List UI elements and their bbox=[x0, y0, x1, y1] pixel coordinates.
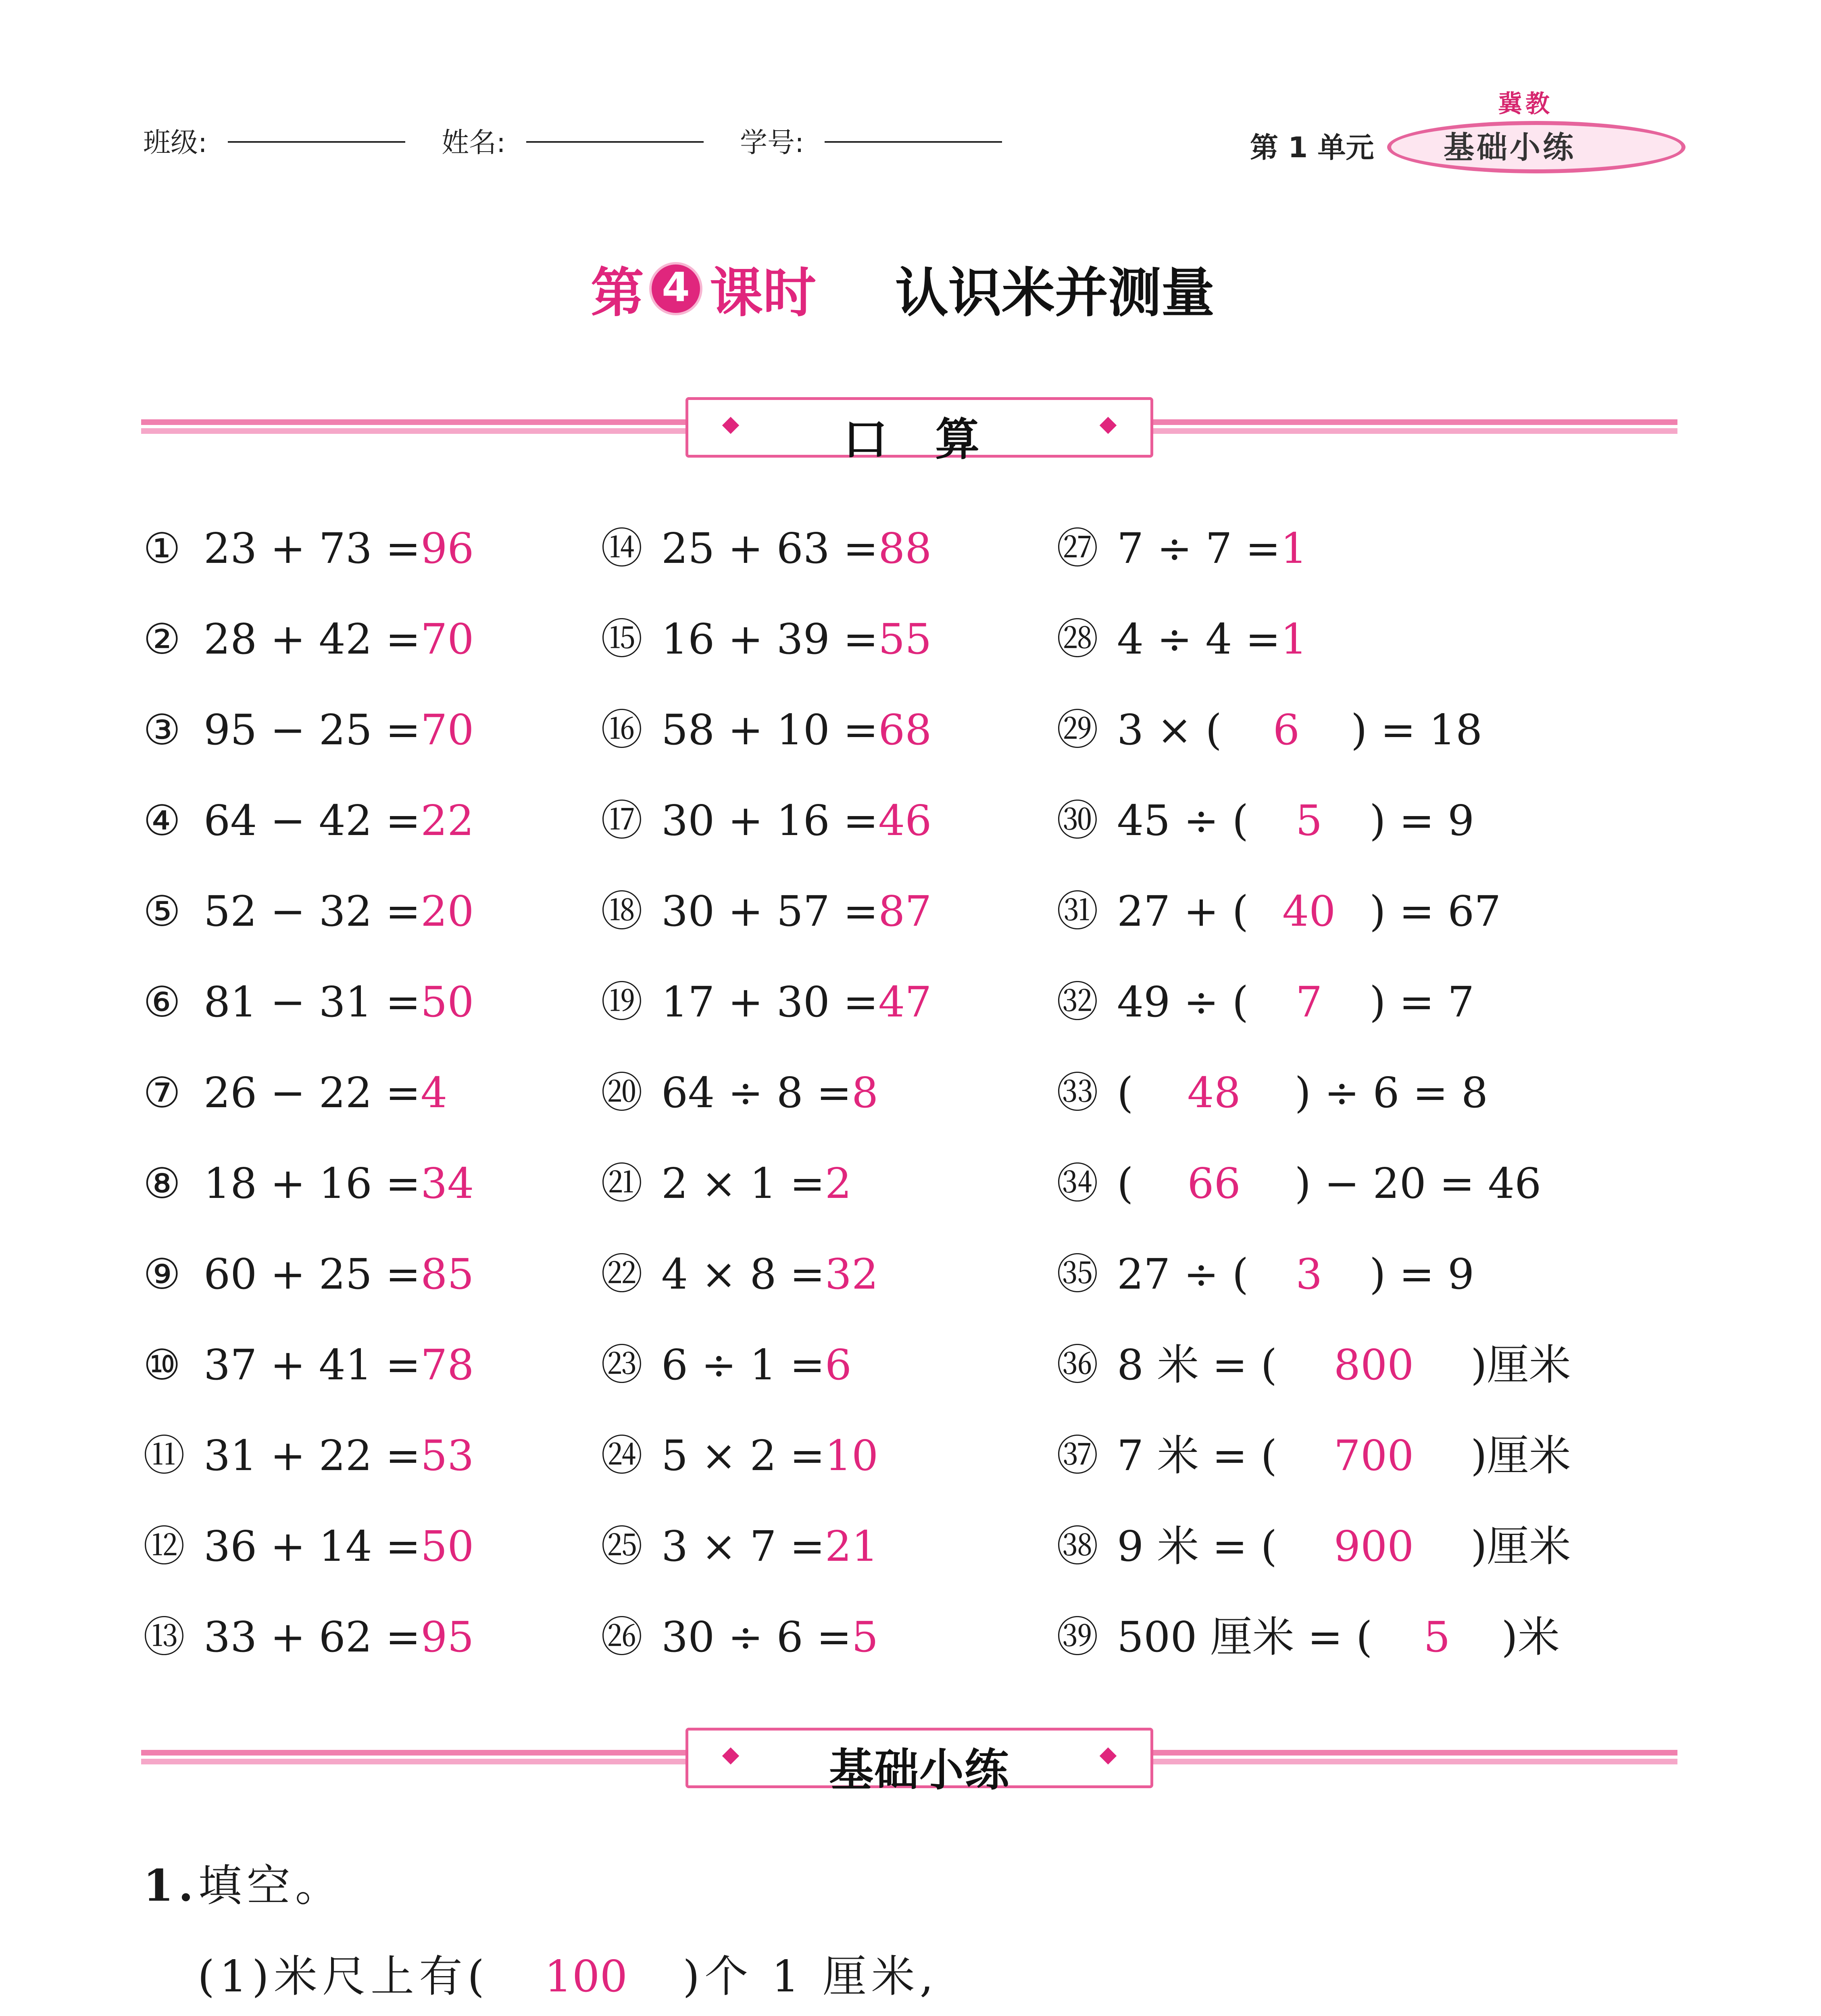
oral-item: ㉟ 27 ÷ ( 3 ) = 9 bbox=[1056, 1250, 1475, 1299]
oral-item: ⑪ 31 + 22 =53 bbox=[143, 1431, 474, 1480]
oral-item: ㉕ 3 × 7 =21 bbox=[601, 1522, 879, 1571]
oral-item: ⑤ 52 − 32 =20 bbox=[143, 887, 474, 936]
oral-item: ㊴ 500 厘米 = ( 5 )米 bbox=[1056, 1612, 1560, 1662]
lesson-prefix: 第 bbox=[591, 262, 644, 324]
oral-item: ㉘ 4 ÷ 4 =1 bbox=[1056, 614, 1307, 664]
oral-item: ⑯ 58 + 10 =68 bbox=[601, 705, 932, 754]
lesson-suffix: 课时 bbox=[710, 262, 816, 324]
oral-item: ⑱ 30 + 57 =87 bbox=[601, 887, 932, 936]
oral-item: ① 23 + 73 =96 bbox=[143, 524, 474, 573]
oral-item: ③ 95 − 25 =70 bbox=[143, 705, 474, 754]
oral-item: ㉑ 2 × 1 =2 bbox=[601, 1159, 852, 1208]
oral-item: ㉖ 30 ÷ 6 =5 bbox=[601, 1612, 879, 1662]
answer-blank: 100 bbox=[544, 1951, 628, 2002]
oral-item: ㉗ 7 ÷ 7 =1 bbox=[1056, 524, 1307, 573]
oral-item: ⑫ 36 + 14 =50 bbox=[143, 1522, 474, 1571]
publisher-label: 冀教 bbox=[1498, 90, 1553, 118]
lesson-number: 4 bbox=[662, 264, 690, 311]
oral-item: ㊳ 9 米 = ( 900 )厘米 bbox=[1056, 1522, 1571, 1571]
oral-item: ⑳ 64 ÷ 8 =8 bbox=[601, 1068, 879, 1117]
name-label: 姓名: bbox=[442, 127, 506, 159]
question-title: 填空。 bbox=[198, 1861, 344, 1911]
basic-section-title: 基础小练 bbox=[829, 1744, 1010, 1796]
oral-item: ② 28 + 42 =70 bbox=[143, 614, 474, 664]
question-1-part-1-line-1: (1)米尺上有( 100 )个 1 厘米, bbox=[198, 1951, 938, 2002]
basic-section-header bbox=[685, 1728, 1153, 1796]
oral-item: ㉛ 27 + ( 40 ) = 67 bbox=[1056, 887, 1501, 936]
oral-item: ㉙ 3 × ( 6 ) = 18 bbox=[1056, 705, 1483, 754]
oral-item: ⑰ 30 + 16 =46 bbox=[601, 796, 932, 845]
oral-item: ㊱ 8 米 = ( 800 )厘米 bbox=[1056, 1340, 1571, 1389]
oral-item: ⑭ 25 + 63 =88 bbox=[601, 524, 932, 573]
oral-item: ⑮ 16 + 39 =55 bbox=[601, 614, 932, 664]
series-title: 基础小练 bbox=[1444, 129, 1576, 165]
oral-item: ㉝ ( 48 ) ÷ 6 = 8 bbox=[1056, 1068, 1488, 1117]
class-label: 班级: bbox=[143, 127, 207, 159]
oral-item: ⑨ 60 + 25 =85 bbox=[143, 1250, 474, 1299]
oral-section-title: 口 算 bbox=[843, 414, 996, 465]
id-field[interactable] bbox=[825, 137, 1002, 143]
name-field[interactable] bbox=[526, 137, 704, 143]
oral-item: ㊲ 7 米 = ( 700 )厘米 bbox=[1056, 1431, 1571, 1480]
oral-item: ⑦ 26 − 22 =4 bbox=[143, 1068, 448, 1117]
oral-item: ⑧ 18 + 16 =34 bbox=[143, 1159, 474, 1208]
oral-item: ⑥ 81 − 31 =50 bbox=[143, 977, 474, 1027]
lesson-title: 认识米并测量 bbox=[895, 262, 1215, 324]
oral-item: ㉚ 45 ÷ ( 5 ) = 9 bbox=[1056, 796, 1475, 845]
oral-item: ㉜ 49 ÷ ( 7 ) = 7 bbox=[1056, 977, 1475, 1027]
oral-item: ㉓ 6 ÷ 1 =6 bbox=[601, 1340, 852, 1389]
unit-label: 第 1 单元 bbox=[1250, 131, 1374, 164]
oral-item: ⑬ 33 + 62 =95 bbox=[143, 1612, 474, 1662]
oral-item: ⑲ 17 + 30 =47 bbox=[601, 977, 932, 1027]
oral-item: ㉞ ( 66 ) − 20 = 46 bbox=[1056, 1159, 1542, 1208]
oral-section-header bbox=[685, 397, 1153, 465]
oral-item: ④ 64 − 42 =22 bbox=[143, 796, 474, 845]
question-1-title bbox=[143, 1851, 344, 1913]
question-number: 1. bbox=[143, 1860, 198, 1911]
oral-item: ㉒ 4 × 8 =32 bbox=[601, 1250, 879, 1299]
id-label: 学号: bbox=[740, 127, 804, 159]
class-field[interactable] bbox=[228, 137, 405, 143]
oral-item: ㉔ 5 × 2 =10 bbox=[601, 1431, 879, 1480]
oral-item: ⑩ 37 + 41 =78 bbox=[143, 1340, 474, 1389]
